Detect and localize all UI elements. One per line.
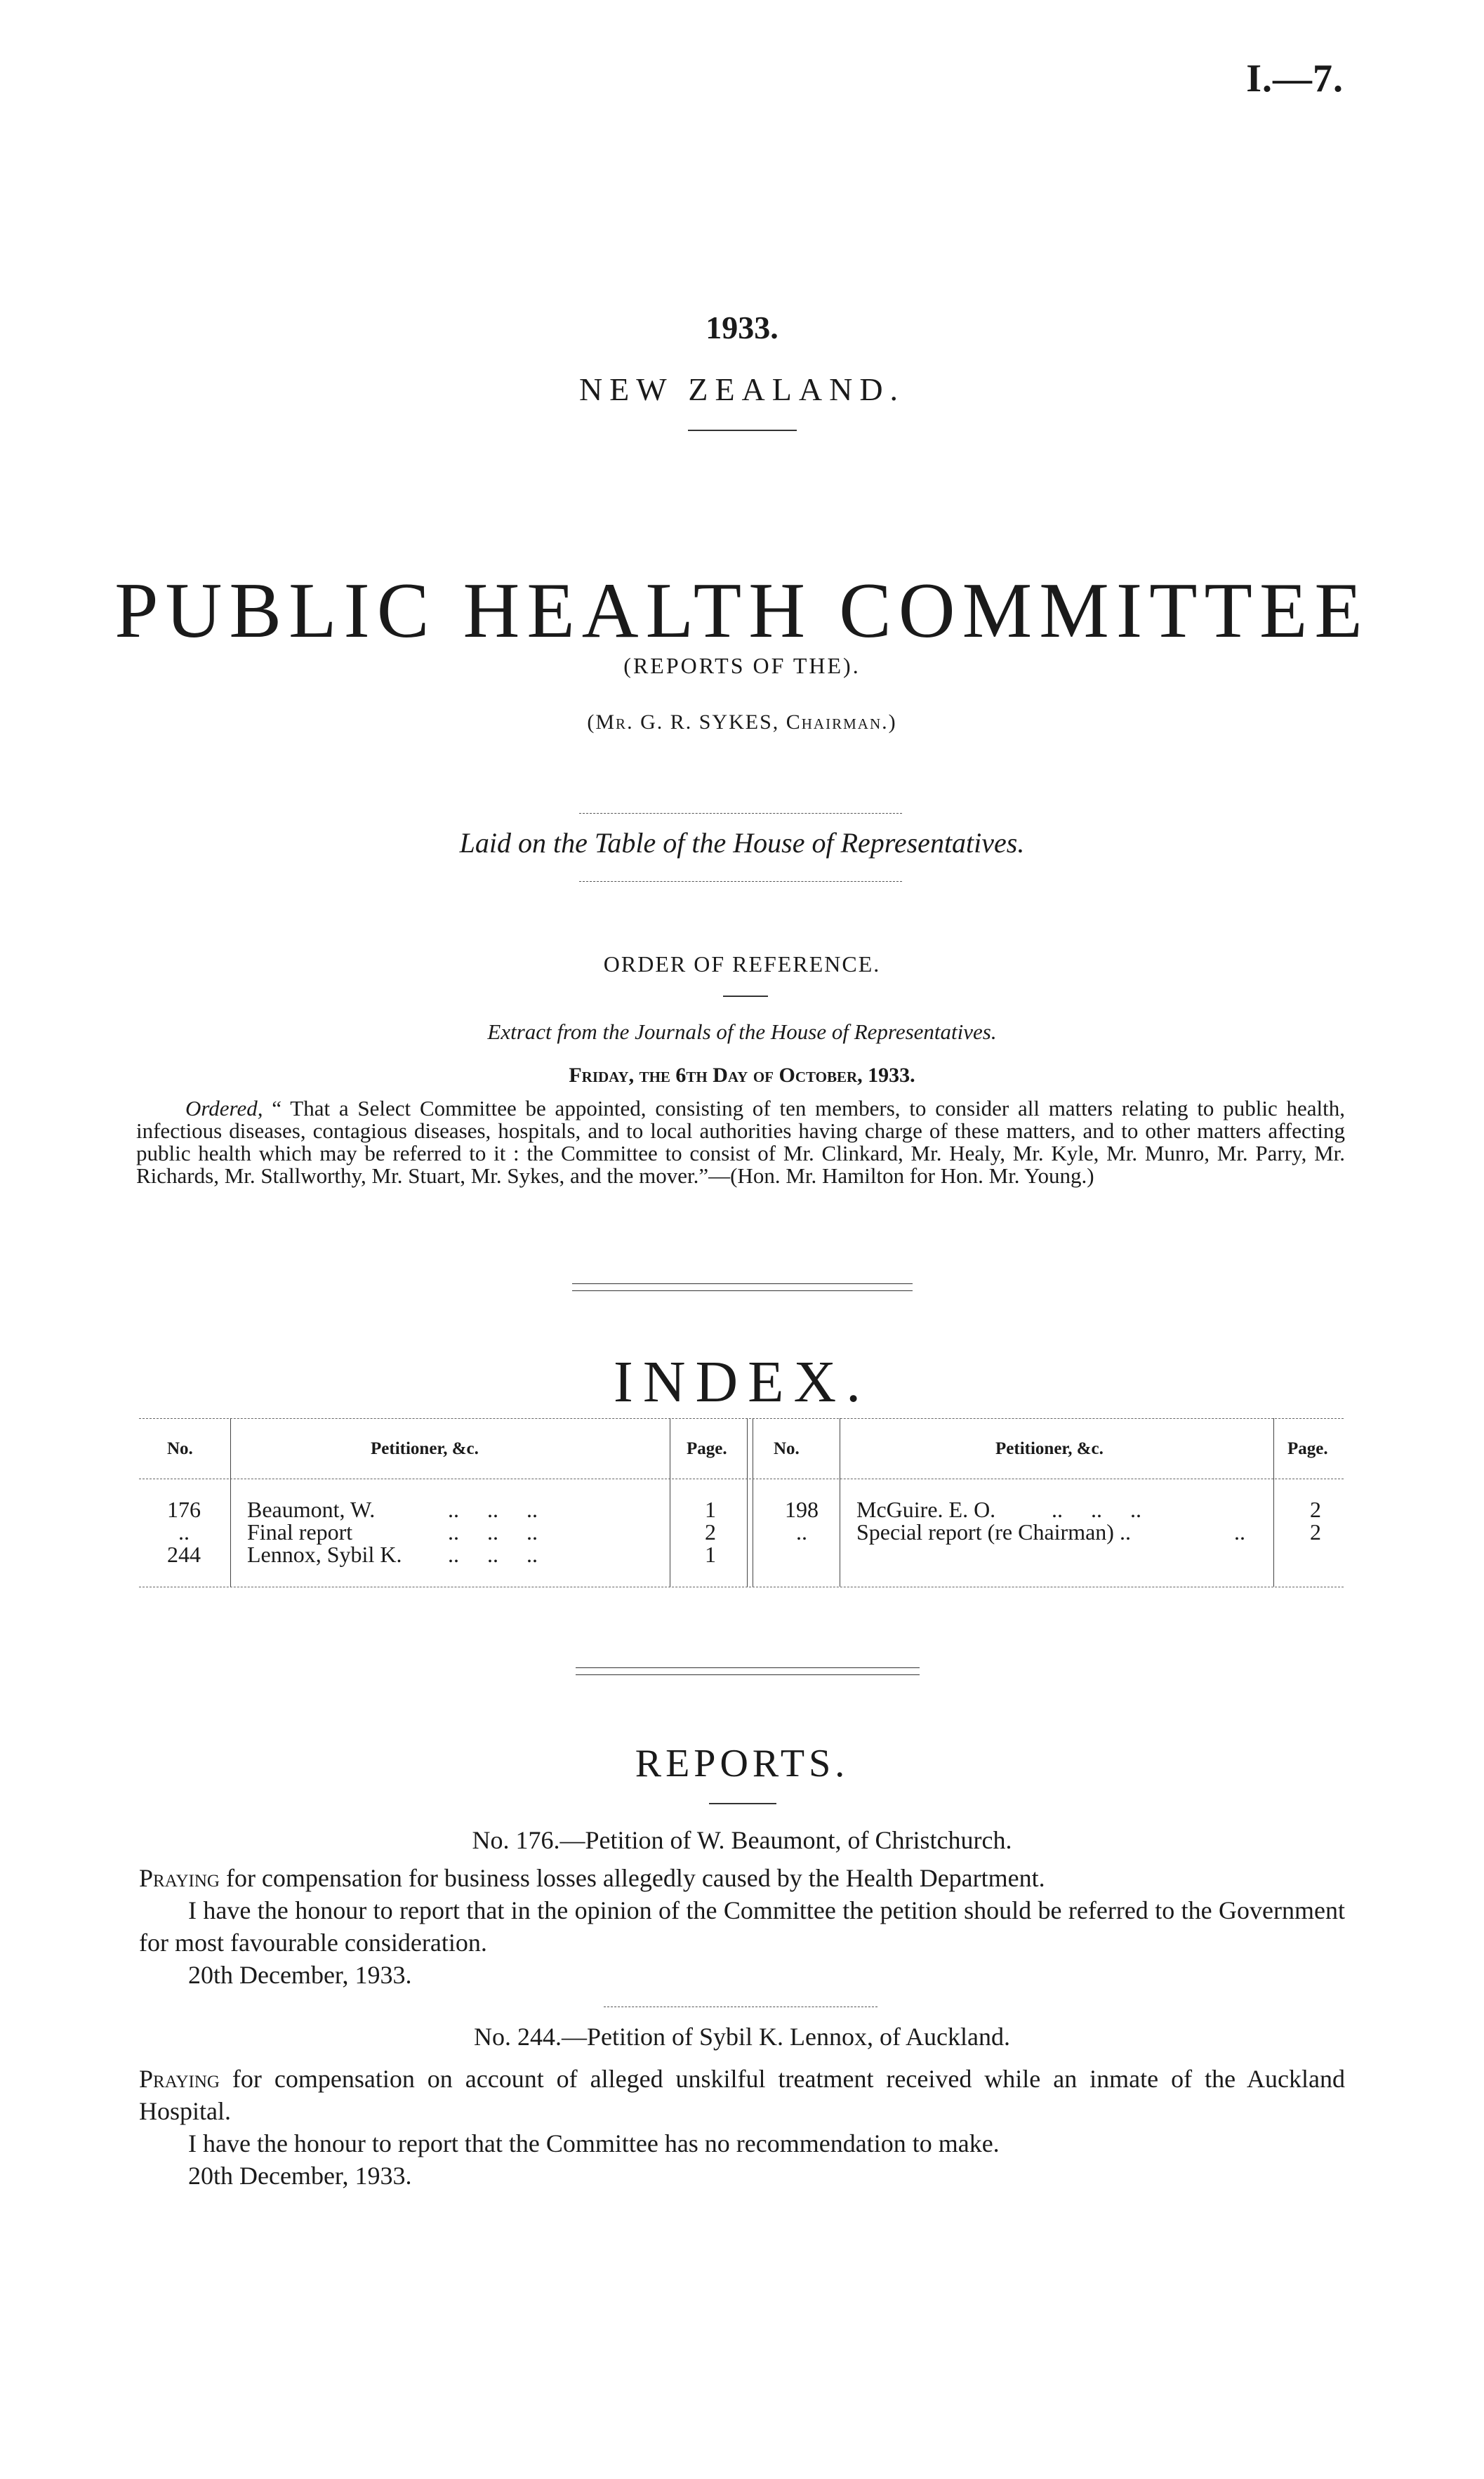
- table-cell-page: 2: [1310, 1497, 1321, 1522]
- praying-text: for compensation for business losses allegedly caused by the Health Department.: [219, 1864, 1045, 1892]
- header-no: No.: [774, 1439, 800, 1458]
- header-no: No.: [167, 1439, 193, 1458]
- report-body: [139, 2063, 1345, 2192]
- table-cell-page: 2: [1310, 1519, 1321, 1545]
- table-cell-petitioner: Lennox, Sybil K.: [247, 1542, 402, 1567]
- table-cell-leader: .. .. ..: [448, 1497, 538, 1522]
- divider: [723, 996, 768, 997]
- header-page: Page.: [1287, 1439, 1328, 1458]
- table-cell-petitioner: Final report: [247, 1519, 353, 1545]
- header-page: Page.: [687, 1439, 727, 1458]
- table-cell-leader: .. .. ..: [448, 1519, 538, 1545]
- report-title: [0, 1825, 1484, 1855]
- table-cell-leader: .. .. ..: [1052, 1497, 1141, 1522]
- header-petitioner: Petitioner, &c.: [995, 1439, 1104, 1458]
- divider: [572, 1283, 913, 1284]
- table-cell-petitioner: Beaumont, W.: [247, 1497, 376, 1522]
- table-rule: [139, 1418, 1344, 1419]
- report-title-text: No. 176.—Petition of W. Beaumont, of Christchurch.: [472, 1826, 1012, 1854]
- divider: [576, 1674, 920, 1675]
- divider: [709, 1803, 776, 1804]
- country: NEW ZEALAND.: [578, 371, 906, 407]
- divider: [579, 881, 902, 882]
- chairman-line: (Mr. G. R. SYKES, Chairman.): [587, 710, 897, 734]
- table-cell-no: ..: [178, 1519, 190, 1545]
- ordered-label: Ordered,: [185, 1096, 263, 1120]
- table-cell-leader: .. .. ..: [448, 1542, 538, 1567]
- report-date: 20th December, 1933.: [188, 1961, 412, 1989]
- table-cell-no: 176: [167, 1497, 201, 1522]
- table-cell-page: 1: [705, 1497, 716, 1522]
- table-cell-page: 1: [705, 1542, 716, 1567]
- table-cell-no: 198: [785, 1497, 819, 1522]
- table-cell-no: ..: [796, 1519, 807, 1545]
- index-table: [139, 1418, 1344, 1590]
- report-statement: I have the honour to report that in the opinion of the Committee the petition should be referred to the Government for most favourable consideration.: [139, 1896, 1345, 1957]
- report-title-text: No. 244.—Petition of Sybil K. Lennox, of Auckland.: [474, 2023, 1010, 2051]
- report-title: [0, 2022, 1484, 2051]
- extract-line: Extract from the Journals of the House of Representatives.: [487, 1019, 997, 1044]
- praying-label: Praying: [139, 1864, 220, 1892]
- document-subtitle: (REPORTS OF THE).: [623, 653, 861, 678]
- table-cell-no: 244: [167, 1542, 201, 1567]
- laid-on-table: Laid on the Table of the House of Representatives.: [459, 827, 1025, 859]
- order-body-text: “ That a Select Committee be appointed, consisting of ten members, to consider all matters relating to public health, infectious diseases, contagious diseases, hospitals, and to local authorities having charge of these matters, and to other matters affecting public health which may be referred to it : the Committee to consist of Mr. Clinkard, Mr. Healy, Mr. Kyle, Mr. Munro, Mr. Parry, Mr. Richards, Mr. Stallworthy, Mr. Stuart, Mr. Sykes, and the mover.”—(Hon. Mr. Hamilton for Hon. Mr. Young.): [136, 1096, 1345, 1188]
- table-rule: [747, 1418, 748, 1587]
- divider: [576, 1667, 920, 1668]
- table-cell-petitioner: McGuire. E. O.: [856, 1497, 996, 1522]
- order-text: [136, 1097, 1345, 1187]
- header-petitioner: Petitioner, &c.: [371, 1439, 479, 1458]
- divider: [572, 1290, 913, 1291]
- table-cell-petitioner: Special report (re Chairman) ..: [856, 1519, 1131, 1545]
- document-title: PUBLIC HEALTH COMMITTEE: [114, 567, 1370, 654]
- page-reference: I.—7.: [1246, 57, 1344, 100]
- index-heading: INDEX.: [613, 1349, 871, 1415]
- report-date: 20th December, 1933.: [188, 2162, 412, 2190]
- year: 1933.: [705, 310, 779, 345]
- report-body: [139, 1862, 1345, 1991]
- order-date: Friday, the 6th Day of October, 1933.: [569, 1064, 915, 1087]
- table-cell-page: 2: [705, 1519, 716, 1545]
- table-cell-leader: ..: [1234, 1519, 1245, 1545]
- divider: [688, 430, 797, 431]
- divider: [579, 813, 902, 814]
- order-of-reference-heading: ORDER OF REFERENCE.: [603, 951, 881, 977]
- reports-heading: REPORTS.: [635, 1742, 849, 1785]
- report-statement: I have the honour to report that the Committee has no recommendation to make.: [188, 2129, 1000, 2157]
- table-rule: [1273, 1418, 1274, 1587]
- table-rule: [230, 1418, 231, 1587]
- praying-label: Praying: [139, 2065, 220, 2093]
- praying-text: for compensation on account of alleged unskilful treatment received while an inmate of the Auckland Hospital.: [139, 2065, 1345, 2125]
